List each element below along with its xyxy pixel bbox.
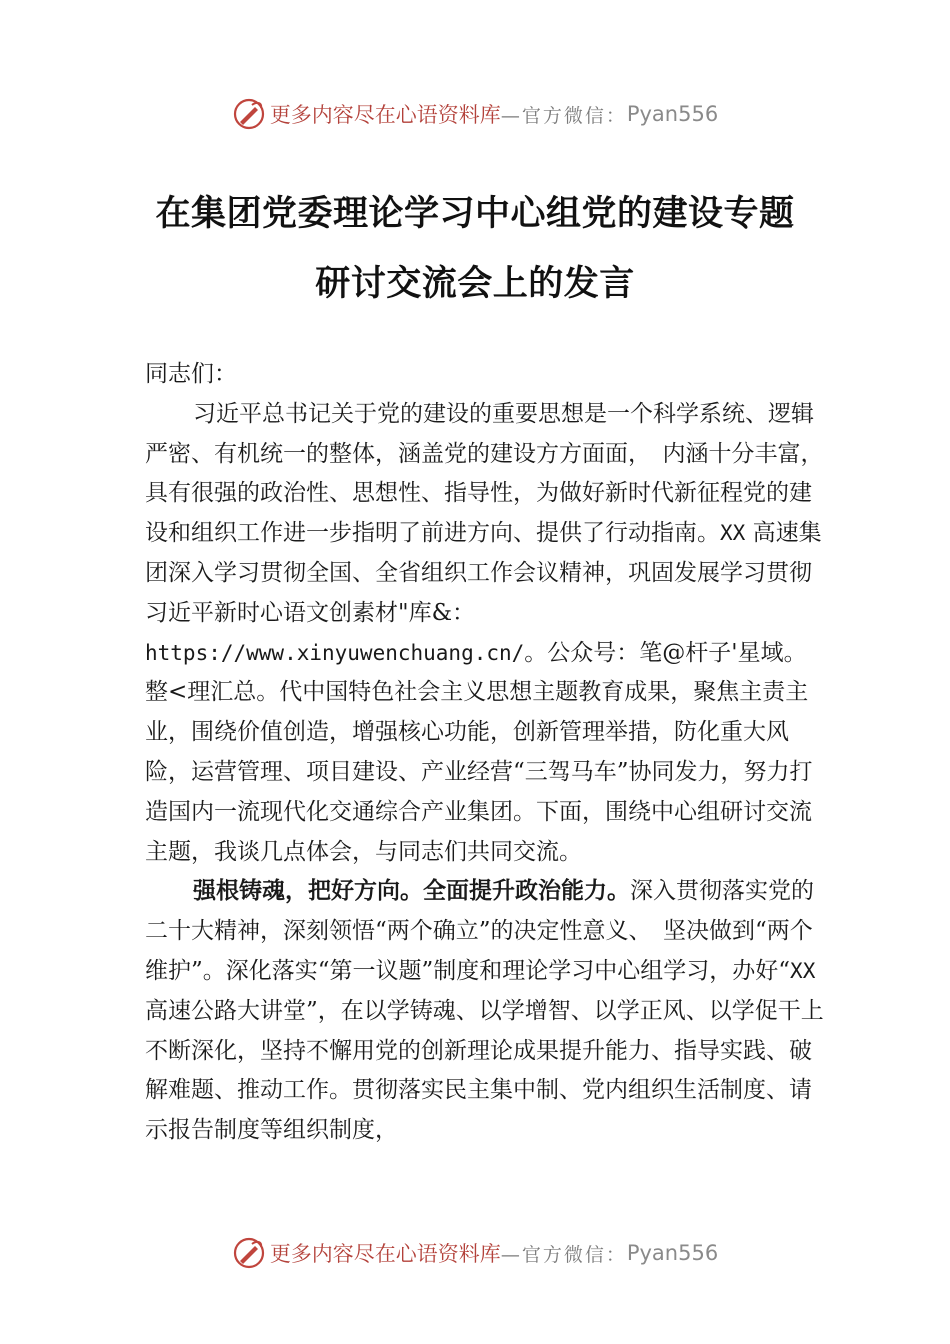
paragraph-2-part-a: 深入贯彻落实党的二十大精神，深刻领悟“两个确立”的决定性意义、 坚决做到“两个维护”。深化落实“第一议题”制度和理论学习中心组学习，办好“ — [145, 878, 814, 984]
watermark-library-text: 更多内容尽在心语资料库 — [269, 1242, 501, 1266]
watermark-library-text: 更多内容尽在心语资料库 — [269, 103, 501, 127]
document-title-line2: 研讨交流会上的发言 — [315, 263, 635, 304]
paragraph-1-part-c: 。公众号：笔@杆子'星域。整<理汇总。代中国特色社会主义思想主题教育成果，聚焦主责主业，围绕价值创造，增强核心功能，创新管理举措，防化重大风险，运营管理、项目建设、产业经营“三驾马车”协同发力，努力打造国内一流现代化交通综合产业集团。下面，围绕中心组研讨交流主题，我谈几点体会，与同志们共同交流。 — [145, 639, 813, 865]
paragraph-1-part-b: 高速集团深入学习贯彻全国、全省组织工作会议精神，巩固发展学习贯彻习近平新时心语文创素材"库&： — [145, 520, 822, 626]
paragraph-2-part-b: 高速公路大讲堂”，在以学铸魂、以学增智、以学正风、以学促干上不断深化，坚持不懈用党的创新理论成果提升能力、指导实践、破解难题、推动工作。贯彻落实民主集中制、党内组织生活制度、请示报告制度等组织制度， — [145, 997, 824, 1144]
document-title-line1: 在集团党委理论学习中心组党的建设专题 — [155, 193, 795, 234]
pen-logo-icon — [232, 1236, 266, 1270]
salutation: 同志们： — [145, 361, 237, 387]
paragraph-1-url: https://www.xinyuwenchuang.cn/ — [145, 640, 525, 665]
watermark-wechat-label: —官方微信： — [500, 1243, 627, 1266]
watermark-banner-top — [0, 94, 950, 134]
watermark-wechat-id: Pyan556 — [626, 1241, 719, 1265]
paragraph-1-xx: XX — [720, 521, 746, 546]
watermark-wechat-id: Pyan556 — [626, 102, 719, 126]
pen-logo-icon — [232, 97, 266, 131]
paragraph-2-xx: XX — [790, 958, 816, 983]
paragraph-1-part-a: 习近平总书记关于党的建设的重要思想是一个科学系统、逻辑严密、有机统一的整体，涵盖党的建设方方面面， 内涵十分丰富，具有很强的政治性、思想性、指导性，为做好新时代新征程党的建设和组织工作进一步指明了前进方向、提供了行动指南。 — [145, 400, 824, 547]
document-body — [145, 355, 825, 1151]
paragraph-2 — [145, 872, 825, 1151]
paragraph-1 — [145, 395, 825, 873]
watermark-wechat-label: —官方微信： — [500, 104, 627, 127]
paragraph-2-heading: 强根铸魂，把好方向。全面提升政治能力。 — [193, 878, 630, 905]
watermark-banner-bottom — [0, 1233, 950, 1273]
